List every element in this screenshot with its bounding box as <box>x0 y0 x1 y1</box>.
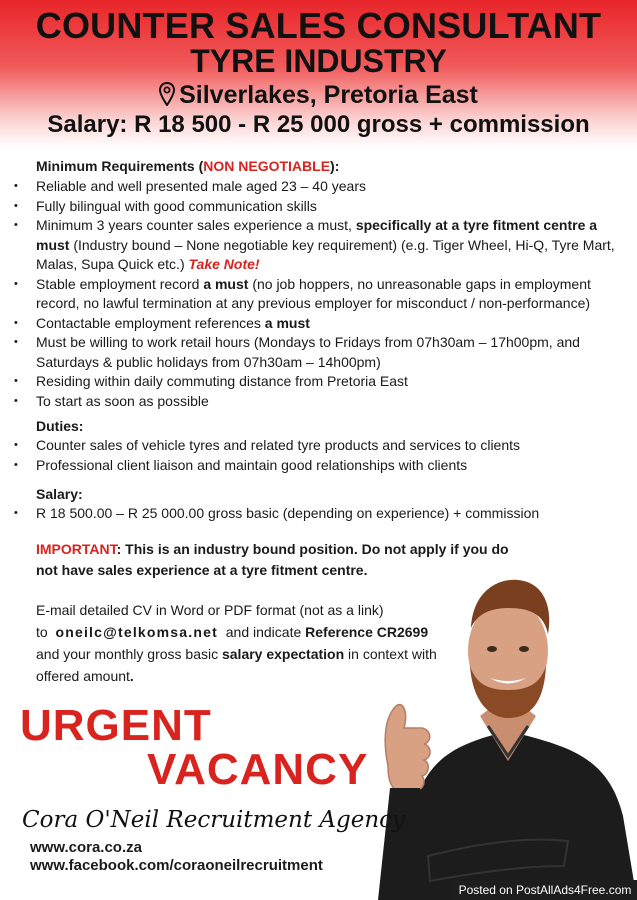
salary-headline: Salary: R 18 500 - R 25 000 gross + commission <box>47 111 590 138</box>
industry-title: TYRE INDUSTRY <box>190 43 447 79</box>
list-item: • Counter sales of vehicle tyres and related tyre products and services to clients <box>0 436 637 456</box>
location-pin-icon <box>159 82 175 106</box>
take-note-label: Take Note! <box>188 256 260 272</box>
job-title: COUNTER SALES CONSULTANT <box>35 5 602 46</box>
duties-heading: Duties: <box>36 418 84 434</box>
agency-signature: Cora O'Neil Recruitment Agency <box>22 807 406 833</box>
list-item: • To start as soon as possible <box>0 392 637 412</box>
requirements-list <box>0 177 637 411</box>
duties-list <box>0 436 637 475</box>
candidate-thumbs-up-photo <box>368 556 637 900</box>
list-item: • Stable employment record a must (no job hoppers, no unreasonable gaps in employment record, no lawful termination at any previous employer for misconduct / non-performance) <box>0 275 637 314</box>
important-label: IMPORTANT <box>36 541 117 557</box>
list-item: • Minimum 3 years counter sales experience a must, specifically at a tyre fitment centre a must (Industry bound – None negotiable key requirement) (e.g. Tiger Wheel, Hi-Q, Tyre Mart, Malas, Supa Quick etc.) Take Note! <box>0 216 637 275</box>
location-line <box>0 81 637 109</box>
list-item: • R 18 500.00 – R 25 000.00 gross basic (depending on experience) + commission <box>0 504 637 524</box>
list-item: • Professional client liaison and maintain good relationships with clients <box>0 456 637 476</box>
email-address-link[interactable]: oneilc@telkomsa.net <box>55 624 218 640</box>
agency-website-link[interactable]: www.cora.co.za <box>30 839 142 856</box>
vacancy-label: VACANCY <box>147 745 369 794</box>
list-item: • Contactable employment references a must <box>0 314 637 334</box>
list-item: • Residing within daily commuting distance from Pretoria East <box>0 372 637 392</box>
header-banner <box>0 0 637 148</box>
reference-code: Reference CR2699 <box>305 624 429 640</box>
list-item: • Reliable and well presented male aged 23 – 40 years <box>0 177 637 197</box>
urgent-label: URGENT <box>20 701 212 750</box>
application-instructions: E-mail detailed CV in Word or PDF format (not as a link) to oneilc@telkomsa.net and indicate Reference CR2699 and your monthly gross basic salary expectation in context with offered amount. <box>36 602 437 684</box>
posted-on-watermark: Posted on PostAllAds4Free.com <box>453 880 637 900</box>
salary-heading: Salary: <box>36 486 83 502</box>
important-notice: IMPORTANT: This is an industry bound position. Do not apply if you do not have sales experience at a tyre fitment centre. <box>36 541 509 578</box>
list-item: • Must be willing to work retail hours (Mondays to Fridays from 07h30am – 17h00pm, and Saturdays & public holidays from 07h30am – 14h00pm) <box>0 333 637 372</box>
salary-list <box>0 504 637 524</box>
agency-facebook-link[interactable]: www.facebook.com/coraoneilrecruitment <box>30 857 323 874</box>
list-item: • Fully bilingual with good communication skills <box>0 197 637 217</box>
location-text: Silverlakes, Pretoria East <box>179 81 478 109</box>
non-negotiable-label: NON NEGOTIABLE <box>203 158 331 174</box>
requirements-heading: Minimum Requirements (NON NEGOTIABLE): <box>36 158 340 174</box>
